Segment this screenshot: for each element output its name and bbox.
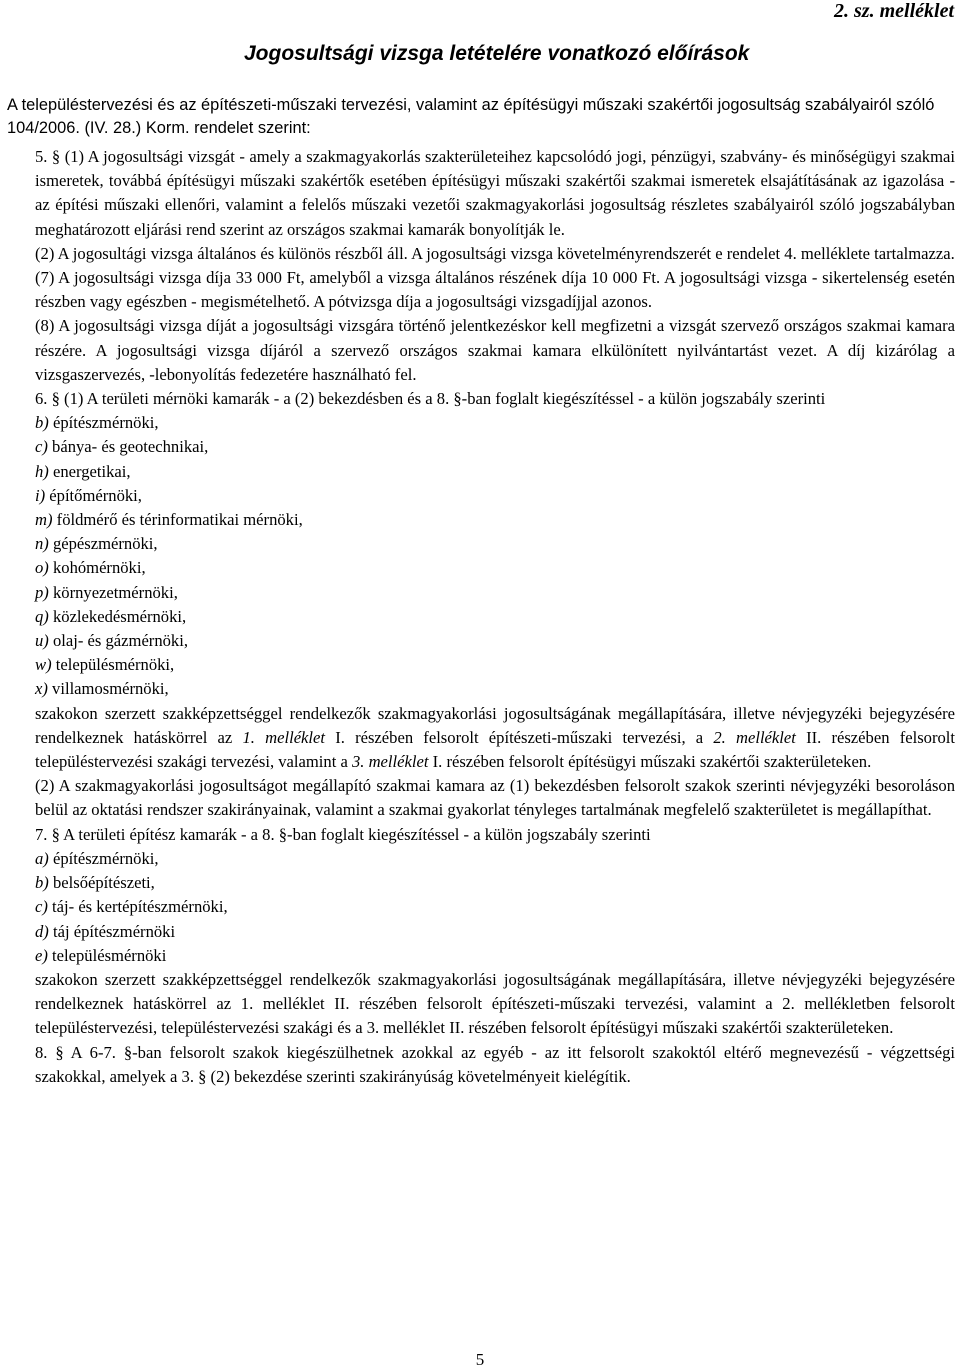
annex-reference: 1. melléklet (242, 727, 326, 747)
list-item-letter: w) (35, 655, 52, 675)
section-5-paragraph-8: (8) A jogosultsági vizsga díját a jogosultsági vizsgára történő jelentkezéskor kell megfizetni a vizsgát szervező országos szakmai kamara részére. A jogosultsági vizsga díjáról a szervező országos szakmai kamara elkülönített nyilvántartást vezet. A díj kizárólag a vizsgaszervezés, -lebonyolítás fedezetére használható fel. (35, 316, 955, 384)
list-item (35, 605, 955, 629)
list-item (35, 895, 955, 919)
list-item (35, 435, 955, 459)
list-item (35, 508, 955, 532)
list-item (35, 460, 955, 484)
list-item-text: környezetmérnöki, (48, 582, 178, 602)
list-item (35, 847, 955, 871)
section-6-paragraph-1: 6. § (1) A területi mérnöki kamarák - a (2) bekezdésben és a 8. §-ban foglalt kiegészítéssel - a külön jogszabály szerinti (35, 389, 826, 409)
annex-reference: 3. melléklet (351, 752, 429, 772)
section-8-paragraph-1: 8. § A 6-7. §-ban felsorolt szakok kiegészülhetnek azokkal az egyéb - az itt felsorolt szakoktól eltérő megnevezésű - végzettségi szakokkal, amelyek a 3. § (2) bekezdése szerinti szakirányúság követelményeit kielégítik. (35, 1042, 955, 1086)
list-item-letter: h) (35, 461, 49, 481)
list-item-text: olaj- és gázmérnöki, (48, 631, 188, 651)
list-item-text: földmérő és térinformatikai mérnöki, (52, 510, 303, 530)
list-item-letter: d) (35, 921, 49, 941)
list-item-letter: n) (35, 534, 49, 554)
list-item-letter: m) (35, 510, 53, 530)
list-item-letter: q) (35, 606, 49, 626)
list-item-text: településmérnöki (47, 945, 167, 965)
list-item-text: villamosmérnöki, (47, 679, 169, 699)
list-item (35, 556, 955, 580)
section-5-paragraph-1: 5. § (1) A jogosultsági vizsgát - amely a szakmagyakorlás szakterületeihez kapcsolódó jogi, pénzügyi, szabvány- és minőségügyi szakmai ismeretek, továbbá építésügyi műszaki szakértők esetében építésügyi műszaki szakértői szakmai ismeretek elsajátításának az igazolása - az építési műszaki ellenőri, valamint a felelős műszaki vezetői szakmagyakorlási jogosultság részletes szabályairól szóló jogszabályban meghatározott eljárási rend szerint az országos szakmai kamarák bonyolítják le. (35, 147, 955, 239)
list-item-text: táj építészmérnöki (48, 921, 176, 941)
list-item-text: gépészmérnöki, (48, 534, 158, 554)
list-item-text: építőmérnöki, (45, 485, 142, 505)
closing-text: II. részében felsorolt településtervezési szakági tervezési, valamint a (35, 727, 955, 772)
list-item-letter: c) (35, 437, 48, 457)
section-7-closing: szakokon szerzett szakképzettséggel rendelkezők szakmagyakorlási jogosultságának megállapítására, illetve névjegyzéki bejegyzésére rendelkeznek hatáskörrel az 1. melléklet II. részében felsorolt építészeti-műszaki tervezési, valamint a 2. mellékletben felsorolt településtervezési, településtervezési szakági és a 3. melléklet II. részében felsorolt építésügyi műszaki szakértői szakterületeken. (35, 969, 955, 1038)
section-6-closing (35, 702, 955, 775)
list-item (35, 677, 955, 701)
list-item (35, 484, 955, 508)
list-item-letter: i) (35, 485, 46, 505)
document-body (35, 145, 955, 1089)
section-5-paragraph-2: (2) A jogosultági vizsga általános és különös részből áll. A jogosultsági vizsga követelményrendszerét e rendelet 4. melléklete tartalmazza. (35, 243, 955, 263)
list-item (35, 871, 955, 895)
list-item-text: bánya- és geotechnikai, (47, 437, 209, 457)
list-item (35, 920, 955, 944)
document-title: Jogosultsági vizsga letételére vonatkozó előírások (244, 42, 750, 65)
section-5-paragraph-7: (7) A jogosultsági vizsga díja 33 000 Ft, amelyből a vizsga általános részének díja 10 000 Ft. A jogosultsági vizsga - sikertelenség esetén részben vagy egészben - megismételhető. A pótvizsga díja a jogosultsági vizsgadíjjal azonos. (35, 268, 955, 312)
list-item-letter: a) (35, 848, 49, 868)
list-item-text: belsőépítészeti, (48, 873, 155, 893)
section-7-paragraph-1: 7. § A területi építész kamarák - a 8. §-ban foglalt kiegészítéssel - a külön jogszabály szerinti (35, 824, 651, 844)
intro-paragraph: A településtervezési és az építészeti-műszaki tervezési, valamint az építésügyi műszaki szakértői jogosultság szabályairól szóló 104/2006. (IV. 28.) Korm. rendelet szerint: (7, 96, 935, 137)
list-item-letter: p) (35, 582, 49, 602)
annex-reference: 2. melléklet (713, 727, 796, 747)
list-item-text: kohómérnöki, (48, 558, 146, 578)
list-item-letter: b) (35, 873, 49, 893)
closing-text: I. részében felsorolt építésügyi műszaki szakértői szakterületeken. (428, 752, 872, 772)
list-item (35, 411, 955, 435)
list-item (35, 629, 955, 653)
closing-text: szakokon szerzett szakképzettséggel rendelkezők szakmagyakorlási jogosultságának megállapítására, illetve névjegyzéki bejegyzésére rendelkeznek hatáskörrel az (35, 703, 955, 747)
list-item-letter: c) (35, 897, 48, 917)
section-6-paragraph-2: (2) A szakmagyakorlási jogosultságot megállapító szakmai kamara az (1) bekezdésben felsorolt szakok szerinti névjegyzéki besoroláson belül az oktatási rendszer szakirányainak, valamint a szakmai gyakorlat tényleges tartalmának megfelelő szakterületet is megállapíthat. (35, 776, 955, 820)
list-item-text: településmérnöki, (51, 655, 175, 675)
closing-text: I. részében felsorolt építészeti-műszaki tervezési, a (325, 727, 714, 747)
page-number: 5 (475, 1350, 485, 1369)
list-item-letter: u) (35, 631, 49, 651)
list-item (35, 944, 955, 968)
list-item (35, 581, 955, 605)
list-item-text: közlekedésmérnöki, (48, 606, 187, 626)
section-7-list (35, 847, 955, 968)
list-item-text: építészmérnöki, (48, 848, 159, 868)
list-item-text: táj- és kertépítészmérnöki, (47, 897, 228, 917)
section-6-list (35, 411, 955, 701)
list-item-letter: b) (35, 413, 49, 433)
list-item-letter: e) (35, 945, 48, 965)
list-item-text: energetikai, (48, 461, 131, 481)
annex-label: 2. sz. melléklet (834, 0, 954, 22)
list-item-text: építészmérnöki, (48, 413, 159, 433)
list-item (35, 653, 955, 677)
list-item (35, 532, 955, 556)
list-item-letter: x) (35, 679, 48, 699)
list-item-letter: o) (35, 558, 49, 578)
